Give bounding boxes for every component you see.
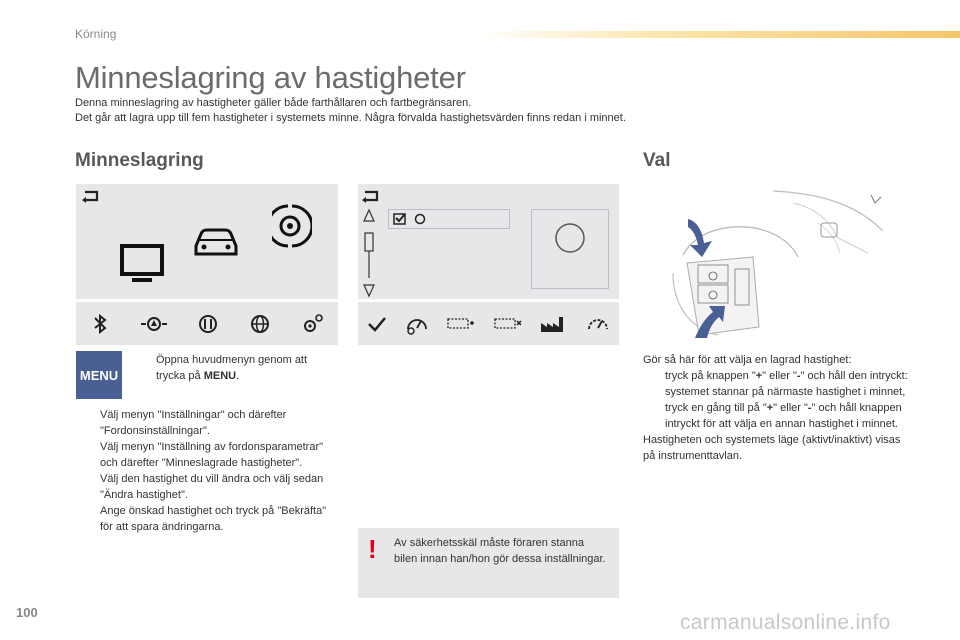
step-text: " och håll knappen intryckt för att välja en annan hastighet i minnet.: [665, 402, 902, 430]
intro-line-2: Det går att lagra upp till fem hastigheter i systemets minne. Några förvalda hastighetsvärden finns redan i minnet.: [75, 112, 626, 124]
intro-text: [75, 96, 795, 126]
sound-icon: [272, 202, 312, 250]
header-accent-bar: [480, 31, 960, 38]
step-text: Ange önskad hastighet och tryck på "Bekräfta" för att spara ändringarna.: [100, 505, 327, 533]
step-text: " eller ": [762, 370, 797, 382]
section-header: Körning: [75, 27, 117, 41]
bluetooth-phone-icon: [90, 313, 112, 335]
step-text: " eller ": [773, 402, 808, 414]
step-text-end: .: [236, 370, 240, 382]
plus-key: +: [755, 370, 763, 382]
bottom-icon-bar: [76, 302, 338, 345]
warning-box: [358, 528, 619, 598]
bullet-item: [643, 400, 908, 432]
step-text: tryck på knappen ": [665, 370, 756, 382]
navigation-icon: [141, 313, 167, 335]
settings-icon: [300, 313, 324, 335]
connected-services-icon: [249, 313, 271, 335]
step-text: Välj menyn "Inställningar" och därefter "Fordonsinställningar".: [100, 409, 287, 437]
minus-key: -: [796, 370, 801, 382]
factory-reset-icon: [540, 315, 568, 333]
step-text: " och håll den intryckt: systemet stannar på närmaste hastighet i minnet,: [665, 370, 908, 398]
settings-list-item: [388, 209, 510, 229]
checkbox-option-icon: [393, 212, 429, 226]
page-title: Minneslagring av hastigheter: [75, 60, 466, 95]
warning-text: Av säkerhetsskäl måste föraren stanna bilen innan han/hon gör dessa inställningar.: [394, 537, 606, 565]
back-icon: [82, 190, 100, 204]
speed-memory-icon: [586, 313, 610, 335]
step-text: Välj menyn "Inställning av fordonsparametrar" och därefter "Minneslagrade hastigheter".: [100, 441, 324, 469]
edit-field-icon: [447, 317, 475, 331]
step-text: Öppna huvudmenyn genom att trycka på: [156, 354, 308, 382]
speed-gauge-icon: [405, 313, 429, 335]
car-icon: [192, 224, 240, 258]
bullet-item: [78, 407, 328, 439]
steering-wheel-illustration: [643, 183, 904, 345]
intro-line-1: Denna minneslagring av hastigheter gäller både farthållaren och fartbegränsaren.: [75, 97, 472, 109]
check-icon: [367, 316, 387, 332]
touchscreen-settings: [358, 184, 619, 345]
bullet-item: [134, 352, 334, 384]
settings-bottom-bar: [358, 302, 619, 345]
page-number: 100: [16, 605, 38, 620]
back-icon: [362, 190, 380, 204]
bullet-item: [78, 503, 328, 535]
bullet-item: [78, 471, 328, 503]
step-text: Välj den hastighet du vill ändra och välj sedan "Ändra hastighet".: [100, 473, 324, 501]
round-button-icon: [550, 218, 590, 258]
selection-instructions: [643, 352, 908, 464]
plus-key: +: [766, 402, 774, 414]
radio-icon: [196, 313, 220, 335]
step-key: MENU: [203, 370, 237, 382]
bullet-item: [78, 439, 328, 471]
touchscreen-main-menu: [76, 184, 338, 345]
steps-list: [78, 407, 328, 535]
step-text: tryck en gång till på ": [665, 402, 767, 414]
minus-key: -: [807, 402, 812, 414]
delete-field-icon: [494, 317, 522, 331]
selection-intro: Gör så här för att välja en lagrad hastighet:: [643, 354, 852, 366]
bullet-item: [643, 368, 908, 400]
media-screen-icon: [120, 244, 164, 284]
settings-preview-pane: [531, 209, 609, 289]
arrow-up-icon: [688, 219, 712, 257]
menu-button[interactable]: MENU: [76, 351, 122, 399]
step-open-menu: [134, 352, 334, 384]
watermark: carmanualsonline.info: [680, 611, 891, 634]
heading-val: Val: [643, 150, 671, 171]
selection-outro: Hastigheten och systemets läge (aktivt/inaktivt) visas på instrumenttavlan.: [643, 434, 901, 462]
warning-icon: !: [368, 534, 377, 564]
heading-minneslagring: Minneslagring: [75, 150, 204, 171]
scrollbar-icon: [362, 208, 376, 298]
